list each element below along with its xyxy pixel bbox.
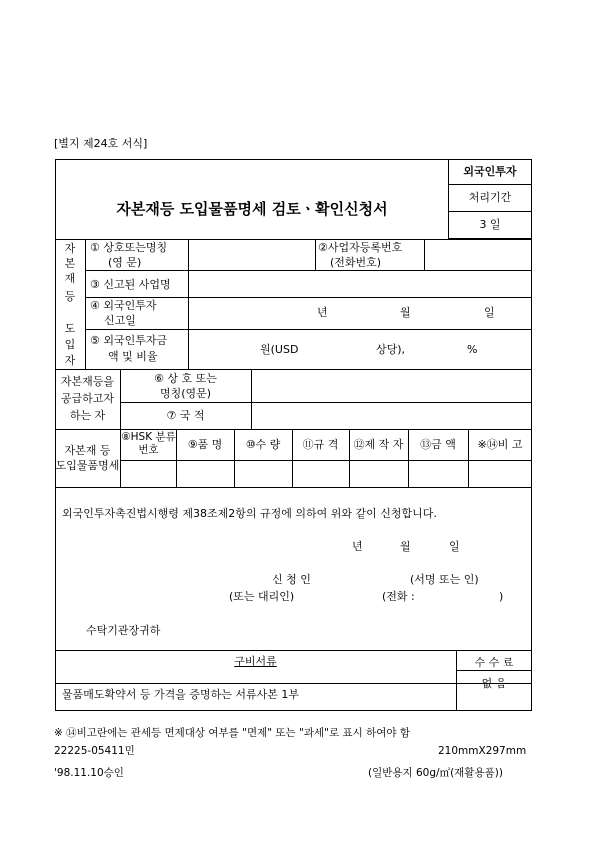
declaration-text: 외국인투자촉진법시행령 제38조제2항의 규정에 의하여 위와 같이 신청합니다. [62,507,437,520]
field-7-label: ⑦ 국 적 [166,409,205,422]
field-6-sublabel: 명칭(영문) [159,387,212,400]
field-4-year: 년 [317,306,328,319]
field-3-label: ③ 신고된 사업명 [90,278,171,291]
page-title: 자본재등 도입물품명세 검토ㆍ확인신청서 [116,200,388,218]
column-maker: ⑫제 작 자 [353,438,404,451]
field-4-sublabel: 신고일 [104,314,136,327]
declaration-year: 년 [352,540,363,553]
field-4-month: 월 [400,306,411,319]
column-amount: ⑬금 액 [420,438,456,451]
field-1-label: ① 상호또는명칭 [90,241,168,254]
declaration-day: 일 [449,540,460,553]
column-remarks: ※⑭비 고 [477,438,523,451]
fee-label: 수 수 료 [474,656,514,669]
approval-date: '98.11.10승인 [54,767,124,779]
field-5-won: 원(USD [260,343,299,356]
column-hsk: ⑧HSK 분류번호 [121,431,176,456]
items-label-1: 자본재 등 [64,444,111,457]
foreign-investment-label: 외국인투자 [463,165,517,178]
field-5-label: ⑤ 외국인투자금 [90,334,168,347]
agent-label: (또는 대리인) [229,590,295,603]
applicant-label: 신 청 인 [272,573,311,586]
field-1-sublabel: (영 문) [108,256,142,269]
fee-value: 없 음 [481,677,507,690]
processing-period-label: 처리기간 [468,191,512,204]
field-6-label: ⑥ 상 호 또는 [154,372,217,385]
recipient-label: 수탁기관장귀하 [86,624,161,637]
supplier-label-2: 공급하고자 [60,392,115,405]
column-name: ⑨품 명 [187,438,223,451]
signature-label: (서명 또는 인) [410,573,479,586]
documents-item: 물품매도확약서 등 가격을 증명하는 서류사본 1부 [62,688,299,701]
footer-note: ※ ⑭비고란에는 관세등 면제대상 여부를 "면제" 또는 "과세"로 표시 하여야 함 [54,727,410,739]
documents-header: 구비서류 [234,655,277,668]
phone-close: ) [499,590,504,603]
paper-spec: (일반용지 60g/㎡(재활용품)) [368,767,503,779]
processing-period-value: 3 일 [479,218,501,231]
paper-size: 210mmX297mm [438,745,527,757]
form-code: 22225-05411민 [54,745,135,757]
items-label-2: 도입물품명세 [55,459,120,472]
declaration-month: 월 [400,540,411,553]
field-5-sublabel: 액 및 비율 [108,350,158,363]
field-4-day: 일 [484,306,495,319]
supplier-label-1: 자본재등을 [60,375,115,388]
field-2-sublabel: (전화번호) [330,256,382,269]
field-5-percent: % [467,343,478,356]
form-page: [별지 제24호 서식] 외국인투자 처리기간 3 일 자본재등 도입물품명세 검토ㆍ확인신청서 자 본 재 등 도 입 자 ① 상호또는명칭 (영 문) ②사업자등록번호 (전화번호) ③ 신고된 사업명 ④ 외국인투자 신고일 년 월 일 ⑤ 외국인투자금 액 및 비율 원(USD 상당), % 자본재등을 공급하고자 하는 자 ⑥ 상 호 또는 명칭(영문) ⑦ 국 적 자본재 등 도입물품명세 ⑧HSK 분류번호 ⑨품 명 ⑩수 량 ⑪규 격 ⑫제 작 자 ⑬금 액 ※⑭비 고 외국인투자촉진법시행령 제38조제2항의 규정에 의하여 위와 같이 신청합니다. 년 월 일 신 청 인 (서명 또는 인) (또는 대리인) (전화 : ) 수탁기관장귀하 구비서류 물품매도확약서 등 가격을 증명하는 서류사본 1부 수 수 료 없 음 ※ ⑭비고란에는 관세등 면제대상 여부를 "면제" 또는 "과세"로 표시 하여야 함 22225-05411민 210mmX297mm '98.11.10승인 (일반용지 60g/㎡(재활용품)) [0,0,595,842]
supplier-label-3: 하는 자 [69,409,106,422]
field-5-equivalent: 상당), [376,343,406,356]
phone-label: (전화 : [382,590,415,603]
column-quantity: ⑩수 량 [245,438,281,451]
field-2-label: ②사업자등록번호 [318,241,403,254]
field-4-label: ④ 외국인투자 [90,299,157,312]
form-reference: [별지 제24호 서식] [54,137,148,150]
column-spec: ⑪규 격 [302,438,339,451]
